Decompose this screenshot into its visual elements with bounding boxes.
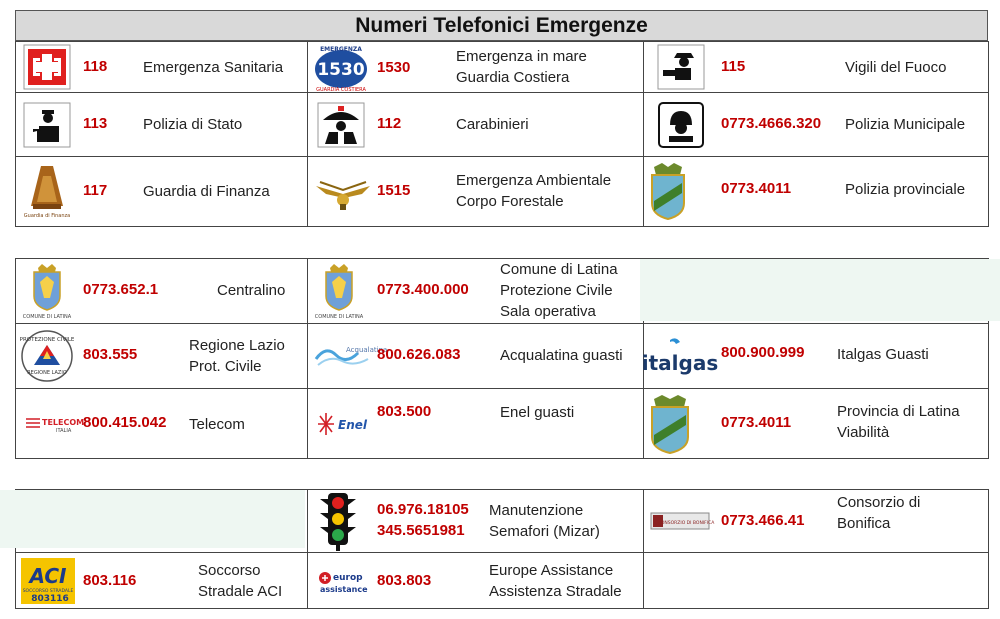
logo-text: Acqualatina [346,346,388,354]
logo-text: 1530 [317,60,365,80]
europ-assistance-logo [318,558,370,604]
service-label: Vigili del Fuoco [845,59,947,76]
service-label: Telecom [189,416,245,433]
service-label: Emergenza Sanitaria [143,59,284,76]
phone-number[interactable]: 1515 [377,182,411,199]
contact-cell [644,42,989,93]
service-label: Enel guasti [500,404,575,421]
phone-number[interactable]: 112 [377,115,402,132]
contact-cell [16,553,308,609]
service-label: Acqualatina guasti [500,347,623,364]
firefighter-icon [656,44,706,90]
service-label: Sala operativa [500,303,596,320]
phone-number[interactable]: 0773.652.1 [83,281,159,298]
phone-number[interactable]: 1530 [377,59,411,76]
logo-text: COMUNE DI LATINA [314,314,364,320]
italgas-logo [641,333,719,379]
phone-number[interactable]: 0773.4666.320 [721,115,822,132]
contact-cell [16,259,308,324]
service-label: Comune di Latina [500,261,618,278]
municipal-police-icon [656,102,706,148]
service-label: Regione Lazio [189,337,285,354]
phone-number[interactable]: 800.626.083 [377,346,461,363]
phone-number[interactable]: 06.976.18105 [377,501,469,518]
contact-cell [644,553,989,609]
phone-number[interactable]: 113 [83,115,108,132]
logo-text: SOCCORSO STRADALE [22,588,74,594]
logo-text: PROTEZIONE CIVILE [19,337,75,343]
logo-text: ITALIA [56,427,72,434]
logo-text: CONSORZIO DI BONIFICA [657,521,715,526]
service-label: Stradale ACI [198,583,283,600]
contact-cell [308,490,644,553]
service-label: Polizia Municipale [845,116,966,133]
phone-number[interactable]: 800.415.042 [83,414,167,431]
blurred-region [0,490,305,548]
service-label: Prot. Civile [189,358,262,375]
contact-cell [16,389,308,459]
logo-text: assistance [320,584,368,594]
latina-coat-of-arms [22,262,72,320]
state-police-icon [22,102,72,148]
service-label: Centralino [217,282,286,299]
phone-number[interactable]: 803.500 [377,403,432,420]
logo-text: REGIONE LAZIO [27,370,67,376]
enel-logo [314,401,372,447]
acqualatina-logo [314,333,388,379]
contact-cell [16,324,308,389]
service-label: Viabilità [837,424,890,441]
contact-cell [308,389,644,459]
forestry-eagle-emblem [314,169,372,215]
province-coat-of-arms [648,393,692,455]
service-label: Guardia di Finanza [143,183,270,200]
phone-number[interactable]: 118 [83,58,108,75]
logo-text: 803116 [31,593,69,604]
phone-number[interactable]: 0773.400.000 [377,281,469,298]
service-label: Europe Assistance [489,562,614,579]
blurred-region [640,259,1000,321]
consorzio-bonifica-logo [650,498,715,544]
service-label: Manutenzione [489,502,584,519]
service-label: Semafori (Mizar) [489,523,600,540]
phone-number[interactable]: 117 [83,182,108,199]
coast-guard-1530-logo [312,44,370,93]
service-label: Protezione Civile [500,282,613,299]
page-title: Numeri Telefonici Emergenze [15,10,988,41]
telecom-logo [24,401,85,447]
phone-number[interactable]: 803.116 [83,572,137,589]
aci-logo [20,557,76,605]
emergency-table-1 [15,41,989,227]
contact-cell [16,93,308,157]
contact-cell [644,157,989,227]
contact-cell [641,324,989,389]
service-label: Bonifica [837,515,891,532]
contact-cell [644,490,989,553]
logo-text: Enel [338,417,367,432]
carabiniere-icon [316,102,366,148]
protezione-civile-lazio-logo [20,329,74,383]
service-label: Polizia provinciale [845,181,966,198]
contact-cell [644,93,989,157]
logo-text: italgas [641,351,719,375]
contact-cell [308,259,644,324]
contact-cell [308,93,644,157]
logo-text: EMERGENZA [320,46,362,53]
contact-cell [308,324,644,389]
guardia-finanza-emblem [22,162,72,222]
service-label: Guardia Costiera [456,69,570,86]
contact-cell [16,42,308,93]
contact-cell [644,389,989,459]
service-label: Carabinieri [456,116,529,133]
logo-text: ACI [29,563,67,588]
service-label: Polizia di Stato [143,116,243,133]
logo-text: Guardia di Finanza [23,212,71,219]
logo-text: TELECOM [42,417,85,427]
phone-number[interactable]: 0773.4011 [721,180,792,197]
logo-text: COMUNE DI LATINA [22,314,72,320]
service-label: Italgas Guasti [837,346,929,363]
province-coat-of-arms [648,161,688,221]
service-label: Provincia di Latina [837,403,960,420]
phone-number[interactable]: 345.5651981 [377,522,465,539]
logo-text: GUARDIA COSTIERA [316,87,366,93]
phone-number[interactable]: 0773.466.41 [721,512,805,529]
phone-number[interactable]: 0773.4011 [721,414,792,431]
traffic-light-icon [318,491,358,551]
service-label: Emergenza Ambientale [456,172,612,189]
contact-cell [308,42,644,93]
service-label: Emergenza in mare [456,48,587,65]
latina-coat-of-arms [314,262,364,320]
contact-cell [308,157,644,227]
phone-number[interactable]: 115 [721,58,746,75]
phone-number[interactable]: 800.900.999 [721,344,805,361]
service-label: Consorzio di [837,494,921,511]
red-cross-icon [22,44,72,90]
logo-text: europ [333,572,363,583]
service-label: Corpo Forestale [456,193,564,210]
contact-cell [308,553,644,609]
service-label: Soccorso [198,562,261,579]
phone-number[interactable]: 803.803 [377,572,432,589]
service-label: Assistenza Stradale [489,583,622,600]
phone-number[interactable]: 803.555 [83,346,138,363]
contact-cell [16,157,308,227]
